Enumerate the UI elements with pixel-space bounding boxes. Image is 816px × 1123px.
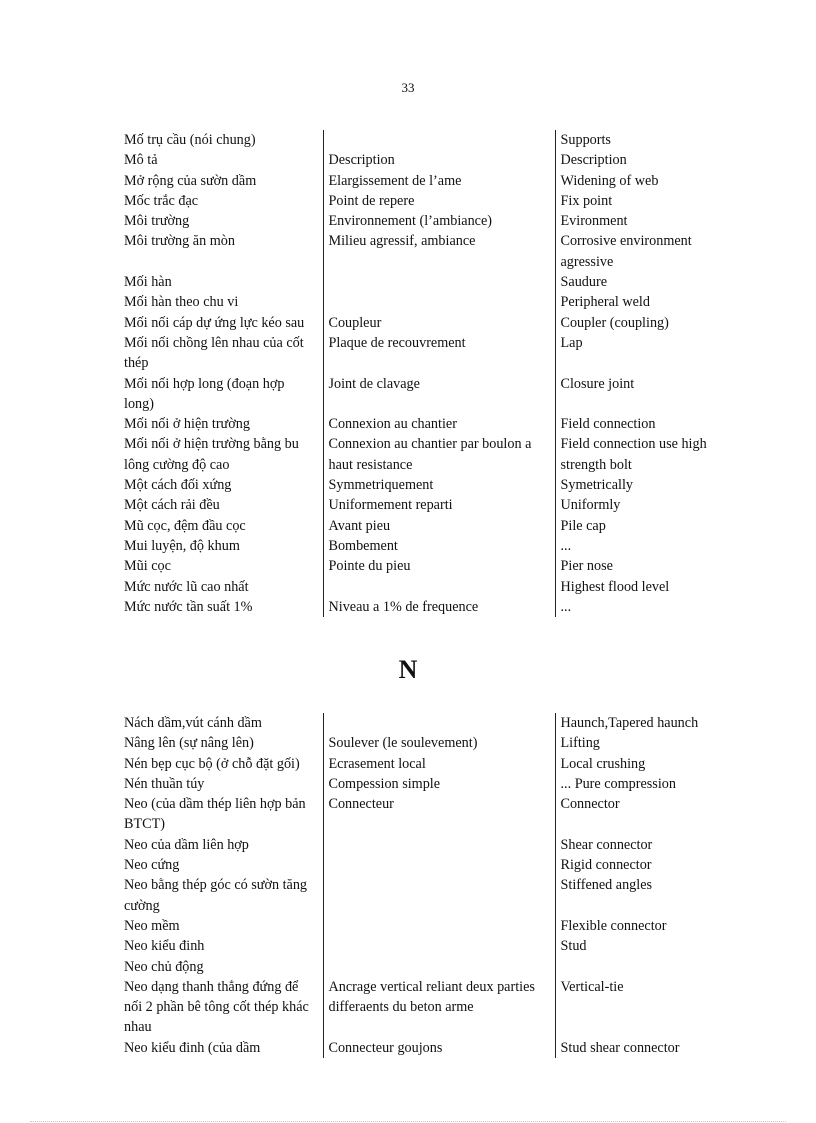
vietnamese-term: Neo của dầm liên hợp <box>124 836 249 853</box>
vietnamese-term: Mối nối chồng lên nhau của cốt thép <box>124 334 304 372</box>
french-term: Pointe du pieu <box>323 556 555 576</box>
french-term <box>323 292 555 312</box>
english-term: Corrosive environment agressive <box>560 233 692 270</box>
vietnamese-term: Môi trường ăn mòn <box>124 233 235 250</box>
glossary-row <box>118 414 738 434</box>
glossary-row <box>118 713 738 733</box>
glossary-row <box>118 272 738 292</box>
french-term <box>323 916 555 936</box>
english-term: Description <box>560 152 627 169</box>
english-term: Highest flood level <box>560 578 670 595</box>
vietnamese-term: Nách dầm,vút cánh dầm <box>124 715 262 731</box>
french-term: Connecteur <box>323 794 555 835</box>
glossary-row <box>118 754 738 774</box>
glossary-table-m <box>118 130 738 617</box>
english-term: Pier nose <box>560 558 613 575</box>
page-bottom-rule <box>30 1121 786 1122</box>
glossary-row <box>118 597 738 617</box>
glossary-row <box>118 835 738 855</box>
vietnamese-term: Mố trụ cầu (nói chung) <box>124 132 256 148</box>
vietnamese-term: Neo bằng thép góc có sườn tăng cường <box>124 877 308 914</box>
french-term <box>323 577 555 597</box>
english-term <box>555 957 738 977</box>
english-term: Fix point <box>560 192 613 209</box>
glossary-row <box>118 231 738 272</box>
glossary-row <box>118 916 738 936</box>
vietnamese-term: Mức nước lũ cao nhất <box>124 578 249 595</box>
french-term: Milieu agressif, ambiance <box>323 231 555 272</box>
glossary-table-n-body <box>118 713 738 1058</box>
french-term: Niveau a 1% de frequence <box>323 597 555 617</box>
english-term: Stiffened angles <box>560 877 653 894</box>
vietnamese-term: Mối hàn theo chu vi <box>124 294 239 311</box>
vietnamese-term: Neo kiểu đinh <box>124 938 205 955</box>
english-term: Widening of web <box>560 172 659 189</box>
french-term <box>323 835 555 855</box>
glossary-row <box>118 577 738 597</box>
english-term: Field connection use high strength bolt <box>560 436 707 473</box>
vietnamese-term: Mối nối ở hiện trường bằng bu lông cường độ cao <box>124 436 299 473</box>
vietnamese-term: Neo chủ động <box>124 958 204 975</box>
vietnamese-term: Mối nối hợp long (đoạn hợp long) <box>124 375 285 412</box>
english-term: Pile cap <box>560 517 606 534</box>
vietnamese-term: Nén thuần túy <box>124 775 205 792</box>
glossary-row <box>118 855 738 875</box>
vietnamese-term: Neo mềm <box>124 917 180 934</box>
glossary-table-m-body <box>118 130 738 617</box>
vietnamese-term: Neo cứng <box>124 857 180 874</box>
glossary-row <box>118 495 738 515</box>
vietnamese-term: Neo kiểu đinh (của dầm <box>124 1039 261 1056</box>
french-term: Ecrasement local <box>323 754 555 774</box>
vietnamese-term: Neo dạng thanh thẳng đứng để nối 2 phần bê tông cốt thép khác nhau <box>124 978 309 1036</box>
french-term <box>323 713 555 733</box>
english-term: Lap <box>560 334 583 351</box>
french-term: Description <box>323 150 555 170</box>
french-term <box>323 957 555 977</box>
french-term <box>323 855 555 875</box>
french-term: Plaque de recouvrement <box>323 333 555 374</box>
french-term: Connexion au chantier par boulon a haut resistance <box>323 434 555 475</box>
english-term: Evironment <box>560 213 628 230</box>
english-term: Haunch,Tapered haunch <box>560 715 699 731</box>
vietnamese-term: Nén bẹp cục bộ (ở chỗ đặt gối) <box>124 755 300 772</box>
english-term: Flexible connector <box>560 917 667 934</box>
page-number: 33 <box>401 80 415 95</box>
english-term: Symetrically <box>560 477 633 494</box>
vietnamese-term: Mũi cọc <box>124 558 171 575</box>
glossary-row <box>118 211 738 231</box>
glossary-row <box>118 333 738 374</box>
vietnamese-term: Một cách đối xứng <box>124 477 232 494</box>
english-term: Connector <box>560 796 620 813</box>
glossary-row <box>118 556 738 576</box>
glossary-row <box>118 936 738 956</box>
vietnamese-term: Mô tả <box>124 152 158 169</box>
glossary-row <box>118 875 738 916</box>
french-term: Environnement (l’ambiance) <box>323 211 555 231</box>
glossary-row <box>118 191 738 211</box>
vietnamese-term: Mối nối ở hiện trường <box>124 416 250 433</box>
vietnamese-term: Một cách rải đều <box>124 497 220 514</box>
glossary-row <box>118 536 738 556</box>
french-term: Connecteur goujons <box>323 1038 555 1058</box>
glossary-row <box>118 957 738 977</box>
english-term: Stud <box>560 938 587 955</box>
french-term: Uniformement reparti <box>323 495 555 515</box>
french-term: Compession simple <box>323 774 555 794</box>
glossary-row <box>118 475 738 495</box>
glossary-row <box>118 774 738 794</box>
english-term: Vertical-tie <box>560 978 624 995</box>
glossary-row <box>118 733 738 753</box>
glossary-table-n <box>118 713 738 1058</box>
english-term: Stud shear connector <box>560 1039 680 1056</box>
section-heading-n: N <box>398 655 418 684</box>
french-term: Elargissement de l’ame <box>323 171 555 191</box>
english-term: Local crushing <box>560 755 646 772</box>
french-term <box>323 936 555 956</box>
glossary-row <box>118 171 738 191</box>
glossary-row <box>118 292 738 312</box>
english-term: Lifting <box>560 735 600 752</box>
french-term: Connexion au chantier <box>323 414 555 434</box>
vietnamese-term: Neo (của dầm thép liên hợp bản BTCT) <box>124 796 306 833</box>
glossary-row <box>118 1038 738 1058</box>
vietnamese-term: Mức nước tần suất 1% <box>124 598 253 615</box>
english-term: Closure joint <box>560 375 635 392</box>
french-term: Soulever (le soulevement) <box>323 733 555 753</box>
vietnamese-term: Mũ cọc, đệm đầu cọc <box>124 517 246 534</box>
vietnamese-term: Mối hàn <box>124 274 172 291</box>
vietnamese-term: Môi trường <box>124 213 190 230</box>
french-term: Bombement <box>323 536 555 556</box>
english-term: Field connection <box>560 416 656 433</box>
vietnamese-term: Mở rộng của sườn dầm <box>124 172 257 189</box>
english-term: ... <box>560 598 572 615</box>
french-term: Symmetriquement <box>323 475 555 495</box>
english-term: Supports <box>560 132 611 148</box>
glossary-row <box>118 313 738 333</box>
french-term <box>323 130 555 150</box>
french-term: Joint de clavage <box>323 374 555 415</box>
french-term: Coupleur <box>323 313 555 333</box>
english-term: Peripheral weld <box>560 294 650 311</box>
english-term: Uniformly <box>560 497 621 514</box>
english-term: ... Pure compression <box>560 775 676 792</box>
glossary-row <box>118 130 738 150</box>
french-term <box>323 272 555 292</box>
glossary-row <box>118 516 738 536</box>
french-term <box>323 875 555 916</box>
glossary-row <box>118 150 738 170</box>
glossary-row <box>118 434 738 475</box>
english-term: Shear connector <box>560 836 653 853</box>
glossary-row <box>118 977 738 1038</box>
english-term: Saudure <box>560 274 607 291</box>
french-term: Point de repere <box>323 191 555 211</box>
vietnamese-term: Nâng lên (sự nâng lên) <box>124 735 254 752</box>
english-term: Coupler (coupling) <box>560 314 669 331</box>
vietnamese-term: Mốc trắc đạc <box>124 192 199 209</box>
vietnamese-term: Mối nối cáp dự ứng lực kéo sau <box>124 314 305 331</box>
french-term: Ancrage vertical reliant deux parties differaents du beton arme <box>323 977 555 1038</box>
english-term: Rigid connector <box>560 857 652 874</box>
english-term: ... <box>560 537 572 554</box>
french-term: Avant pieu <box>323 516 555 536</box>
vietnamese-term: Mui luyện, độ khum <box>124 537 240 554</box>
glossary-row <box>118 374 738 415</box>
glossary-row <box>118 794 738 835</box>
